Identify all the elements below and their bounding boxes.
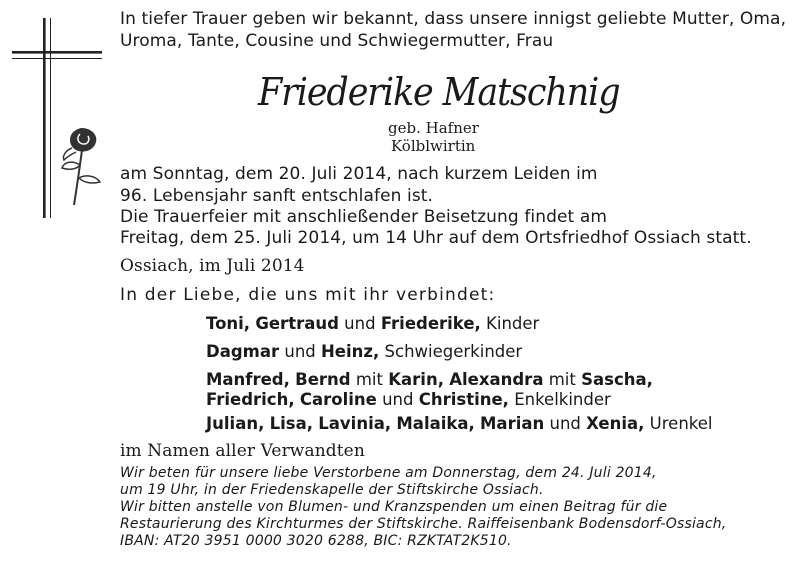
child-name: Friederike,	[380, 314, 481, 333]
great-grandchild-name: Xenia,	[586, 414, 645, 433]
grandchild-name: Caroline	[299, 390, 377, 409]
in-law-name: Heinz,	[321, 342, 380, 361]
great-grandchild-name: Julian,	[206, 414, 265, 433]
conjunction: mit	[355, 370, 383, 389]
grandchild-name: Bernd	[295, 370, 351, 389]
conjunction: und	[284, 342, 316, 361]
grandchildren-line-1	[206, 369, 653, 390]
child-name: Toni,	[206, 314, 251, 333]
in-laws-line	[206, 341, 522, 362]
intro-line-2: Uroma, Tante, Cousine und Schwiegermutter, Frau	[120, 31, 554, 51]
great-grandchild-name: Lisa,	[269, 414, 314, 433]
child-name: Gertraud	[255, 314, 339, 333]
relation-label: Kinder	[486, 314, 540, 333]
rose-icon	[58, 120, 108, 210]
grandchildren-line-2	[206, 389, 611, 410]
note-line-4: Restaurierung des Kirchturmes der Stiftskirche. Raiffeisenbank Bodensdorf-Ossiach,	[120, 516, 727, 532]
conjunction: und	[549, 414, 581, 433]
conjunction: und	[344, 314, 376, 333]
grandchild-name: Manfred,	[206, 370, 290, 389]
birth-name: geb. Hafner	[388, 119, 479, 137]
relation-label: Enkelkinder	[514, 390, 611, 409]
note-line-1: Wir beten für unsere liebe Verstorbene am Donnerstag, dem 24. Juli 2014,	[120, 465, 657, 481]
grandchild-name: Karin,	[388, 370, 444, 389]
love-line: In der Liebe, die uns mit ihr verbindet:	[120, 285, 496, 305]
note-line-2: um 19 Uhr, in der Friedenskapelle der Stiftskirche Ossiach.	[120, 482, 544, 498]
grandchild-name: Friedrich,	[206, 390, 295, 409]
children-line	[206, 313, 539, 334]
relation-label: Schwiegerkinder	[384, 342, 523, 361]
conjunction: mit	[548, 370, 576, 389]
great-grandchild-name: Malaika,	[396, 414, 475, 433]
grandchild-name: Christine,	[418, 390, 509, 409]
intro-line-1: In tiefer Trauer geben wir bekannt, dass unsere innigst geliebte Mutter, Oma,	[120, 9, 787, 29]
great-grandchild-name: Lavinia,	[318, 414, 392, 433]
funeral-line-1: Die Trauerfeier mit anschließender Beisetzung findet am	[120, 207, 607, 227]
note-line-5: IBAN: AT20 3951 0000 3020 6288, BIC: RZKTAT2K510.	[120, 533, 512, 549]
in-law-name: Dagmar	[206, 342, 280, 361]
death-line-1: am Sonntag, dem 20. Juli 2014, nach kurzem Leiden im	[120, 164, 598, 184]
grandchild-name: Alexandra	[449, 370, 544, 389]
house-name: Kölblwirtin	[391, 137, 476, 155]
place-date: Ossiach, im Juli 2014	[120, 256, 305, 276]
death-line-2: 96. Lebensjahr sanft entschlafen ist.	[120, 186, 434, 206]
relation-label: Urenkel	[649, 414, 713, 433]
great-grandchild-name: Marian	[480, 414, 545, 433]
on-behalf-line: im Namen aller Verwandten	[120, 441, 365, 461]
deceased-name: Friederike Matschnig	[258, 70, 620, 114]
great-grandchildren-line	[206, 413, 712, 434]
funeral-line-2: Freitag, dem 25. Juli 2014, um 14 Uhr auf dem Ortsfriedhof Ossiach statt.	[120, 228, 752, 248]
conjunction: und	[382, 390, 414, 409]
grandchild-name: Sascha,	[581, 370, 653, 389]
note-line-3: Wir bitten anstelle von Blumen- und Kranzspenden um einen Beitrag für die	[120, 499, 668, 515]
